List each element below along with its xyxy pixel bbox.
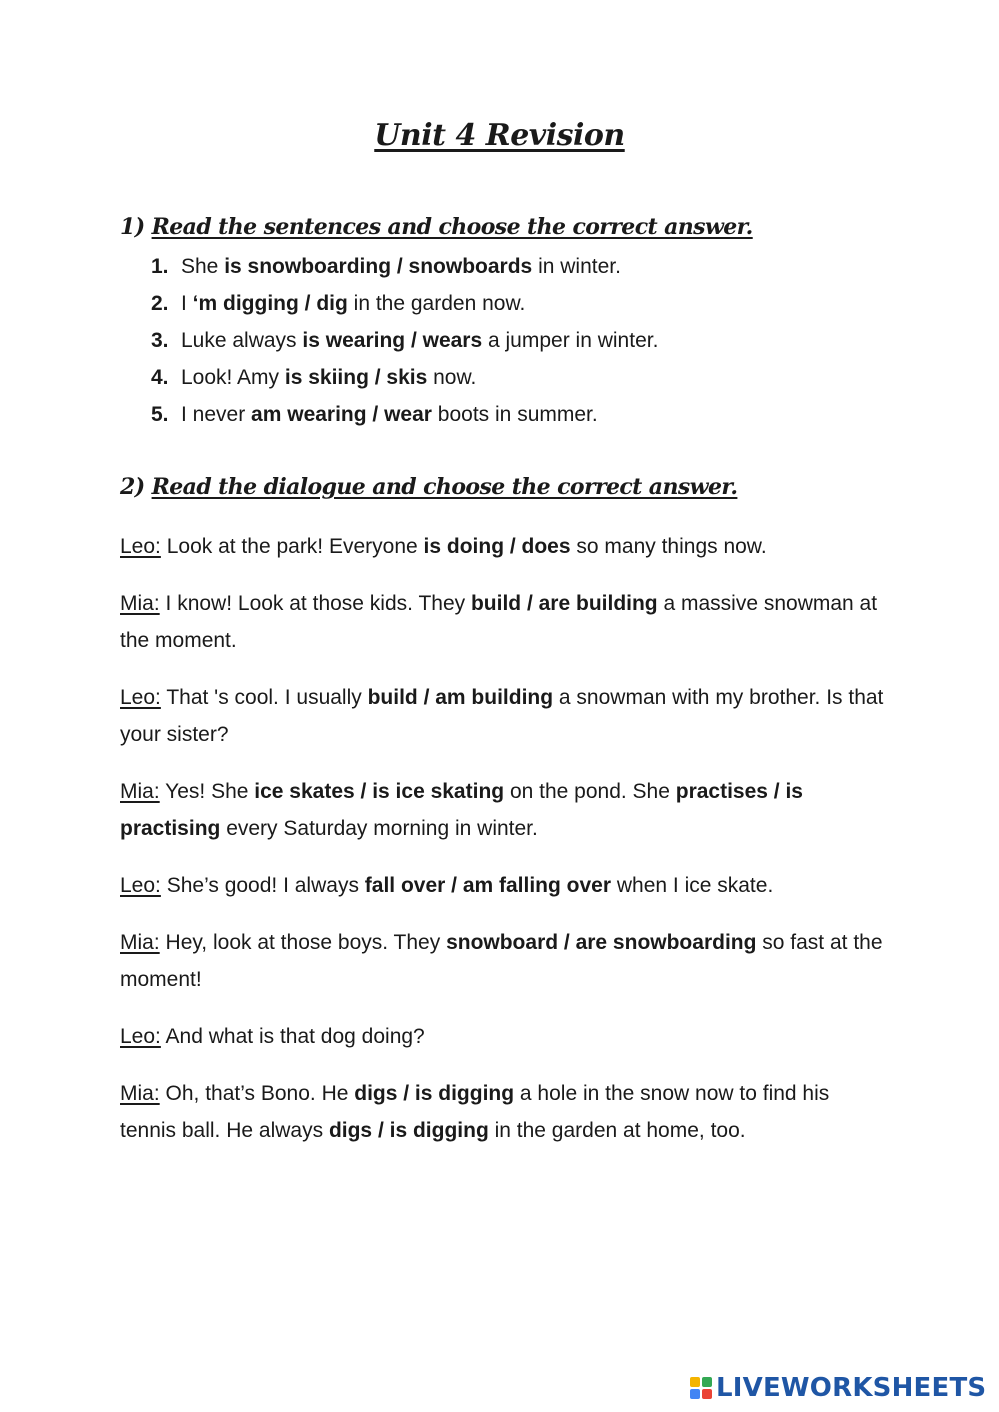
dialogue-line: Leo: She’s good! I always fall over / am falling over when I ice skate. [120, 874, 774, 897]
answer-options[interactable]: is snowboarding / snowboards [224, 255, 533, 278]
answer-options[interactable]: digs / is digging [354, 1082, 515, 1105]
page-title: Unit 4 Revision [374, 118, 625, 153]
list-item: 1. She is snowboarding / snowboards in winter. [151, 255, 621, 278]
speaker-name: Leo: [120, 1025, 161, 1048]
dialogue-line: Leo: Look at the park! Everyone is doing / does so many things now. [120, 535, 767, 558]
dialogue-line: Mia: I know! Look at those kids. They build / are building a massive snowman at the moment. [120, 592, 878, 652]
dialogue-line: Leo: That 's cool. I usually build / am building a snowman with my brother. Is that your sister? [120, 686, 884, 746]
list-item: 3. Luke always is wearing / wears a jumper in winter. [151, 329, 659, 352]
answer-options[interactable]: fall over / am falling over [364, 874, 612, 897]
speaker-name: Mia: [120, 780, 160, 803]
logo-text: LIVEWORKSHEETS [716, 1373, 987, 1403]
speaker-name: Mia: [120, 592, 160, 615]
section-2-instruction: Read the dialogue and choose the correct answer. [151, 474, 738, 500]
answer-options[interactable]: is skiing / skis [284, 366, 428, 389]
speaker-name: Leo: [120, 686, 161, 709]
liveworksheets-logo [690, 1372, 986, 1404]
dialogue-line: Leo: And what is that dog doing? [120, 1025, 425, 1048]
answer-options[interactable]: build / am building [367, 686, 554, 709]
answer-options[interactable]: is doing / does [423, 535, 571, 558]
list-item: 4. Look! Amy is skiing / skis now. [151, 366, 477, 389]
list-item: 2. I ‘m digging / dig in the garden now. [151, 292, 526, 315]
speaker-name: Mia: [120, 1082, 160, 1105]
answer-options[interactable]: ‘m digging / dig [192, 292, 348, 315]
speaker-name: Leo: [120, 874, 161, 897]
dialogue [120, 528, 890, 1169]
answer-options[interactable]: is wearing / wears [302, 329, 483, 352]
dialogue-line: Mia: Hey, look at those boys. They snowboard / are snowboarding so fast at the moment! [120, 931, 883, 991]
section-2-number: 2) [120, 474, 145, 500]
section-2-heading [120, 474, 737, 500]
answer-options[interactable]: build / are building [470, 592, 658, 615]
answer-options[interactable]: snowboard / are snowboarding [446, 931, 757, 954]
section-1-number: 1) [120, 214, 145, 240]
logo-blocks-icon [690, 1377, 712, 1399]
answer-options[interactable]: am wearing / wear [251, 403, 432, 426]
answer-options[interactable]: digs / is digging [328, 1119, 489, 1142]
answer-options[interactable]: practises / is practising [120, 780, 803, 840]
speaker-name: Mia: [120, 931, 160, 954]
list-item: 5. I never am wearing / wear boots in summer. [151, 403, 598, 426]
dialogue-line: Mia: Oh, that’s Bono. He digs / is digging a hole in the snow now to find his tennis ball. He always digs / is digging in the garden at home, too. [120, 1082, 830, 1142]
speaker-name: Leo: [120, 535, 161, 558]
section-1-heading [120, 214, 753, 240]
answer-options[interactable]: ice skates / is ice skating [254, 780, 505, 803]
dialogue-line: Mia: Yes! She ice skates / is ice skating on the pond. She practises / is practising every Saturday morning in winter. [120, 780, 803, 840]
sentence-list [151, 252, 658, 437]
section-1-instruction: Read the sentences and choose the correct answer. [151, 214, 753, 240]
